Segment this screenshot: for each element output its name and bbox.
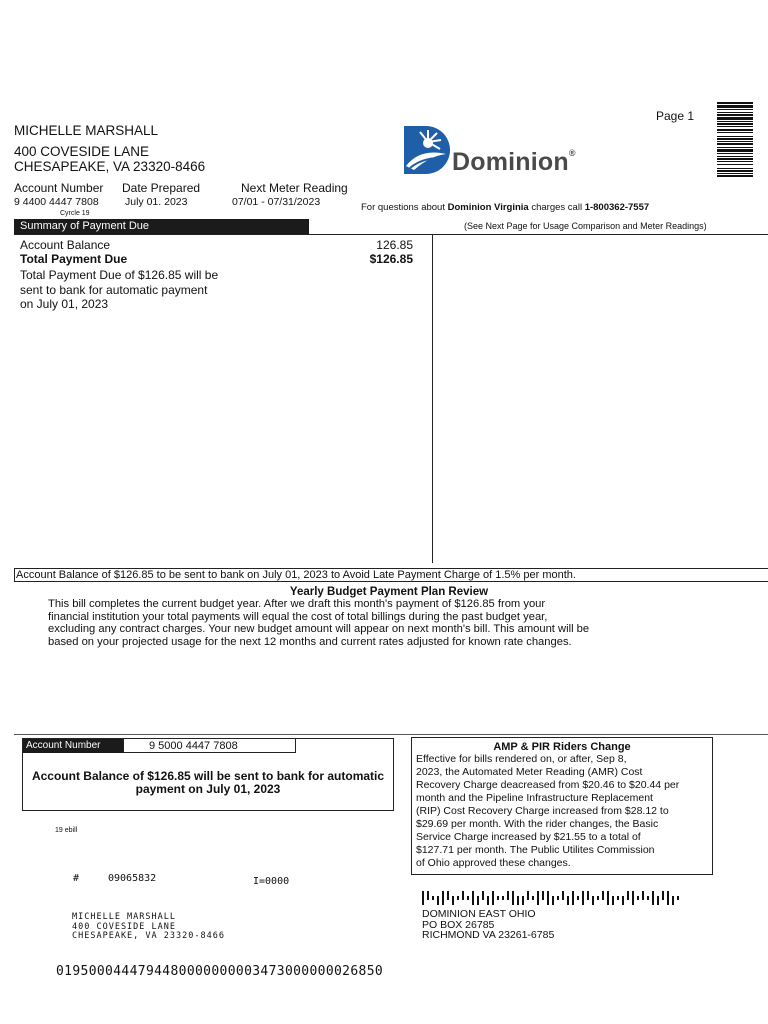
amp-title: AMP & PIR Riders Change: [493, 741, 631, 753]
summary-top-rule: [14, 234, 768, 235]
questions-company: Dominion Virginia: [447, 202, 529, 213]
next-meter-label: Next Meter Reading: [241, 181, 348, 195]
budget-body: [48, 598, 589, 648]
amp-line: month and the Pipeline Infrastructure Replacement: [416, 792, 653, 804]
ocr-scanline: 0195000444794480000000003473000000026850: [56, 964, 384, 979]
budget-line4: based on your projected usage for the next 12 months and current rates adjusted for known rate changes.: [48, 635, 572, 648]
remit-po-box: PO BOX 26785: [422, 918, 495, 931]
payment-note-line3: on July 01, 2023: [20, 297, 109, 311]
account-number-label: Account Number: [14, 181, 104, 195]
payment-note-line1: Total Payment Due of $126.85 will be: [20, 268, 219, 282]
dominion-wordmark: [452, 148, 576, 177]
summary-header: Summary of Payment Due: [14, 219, 309, 234]
stub-account-box: [22, 738, 394, 811]
customer-address-block: [14, 123, 205, 174]
date-prepared-value: July 01. 2023: [125, 196, 188, 208]
amp-line: $29.69 per month. With the rider changes, the Basic: [416, 818, 659, 830]
budget-line3: excluding any contract charges. Your new budget amount will appear on next month's bill. This amount will be: [48, 623, 590, 635]
remit-name: DOMINION EAST OHIO: [422, 908, 536, 920]
account-number-value: 9 4400 4447 7808: [14, 196, 99, 208]
ebill-code: 19 ebill: [55, 827, 78, 834]
panel-divider: [432, 234, 433, 563]
questions-line: [361, 202, 649, 213]
stub-account-label: Account Number: [23, 739, 123, 753]
stub-separator: [14, 734, 768, 735]
amp-line: Service Charge increased by $21.55 to a total of: [416, 831, 641, 843]
page-number: Page 1: [656, 109, 695, 123]
amp-pir-notice-box: [411, 737, 713, 875]
remit-city: RICHMOND VA 23261-6785: [422, 929, 555, 941]
payment-note: [20, 268, 218, 312]
amp-body: [412, 753, 712, 870]
amp-line: Effective for bills rendered on, or after, Sep 8,: [416, 753, 627, 765]
stub-auto-payment-note: [23, 770, 393, 796]
budget-line2: financial institution your total payments will equal the cost of total billings during the past budget year,: [48, 610, 548, 623]
customer-address-line1: 400 COVESIDE LANE: [14, 144, 150, 159]
account-balance-label: Account Balance: [20, 238, 111, 252]
amp-line: (RIP) Cost Recovery Charge increased from $28.12 to: [416, 805, 669, 817]
budget-title: Yearly Budget Payment Plan Review: [289, 586, 489, 598]
mailing-address-line2: CHESAPEAKE, VA 23320-8466: [72, 931, 225, 941]
amp-line: $127.71 per month. The Public Utilites Commission: [416, 844, 655, 856]
total-payment-label: Total Payment Due: [20, 252, 128, 266]
mailing-address: [72, 913, 225, 942]
brand-name: Dominion: [452, 148, 569, 176]
hash-symbol: #: [73, 873, 80, 884]
mailing-address-line1: 400 COVESIDE LANE: [72, 921, 176, 932]
next-meter-value: 07/01 - 07/31/2023: [232, 196, 321, 208]
amp-line: Recovery Charge deacreased from $20.46 to $20.44 per: [416, 779, 680, 791]
budget-line1: This bill completes the current budget year. After we draft this month's payment of $126.85 from your: [48, 598, 546, 610]
reference-number: 09065832: [108, 873, 157, 884]
questions-middle: charges call: [528, 202, 585, 213]
total-payment-value: $126.85: [369, 252, 413, 266]
stub-account-number: 9 5000 4447 7808: [123, 739, 296, 753]
amp-line: of Ohio approved these changes.: [416, 857, 571, 869]
questions-phone: 1-800362-7557: [584, 202, 650, 213]
i-code: I=0000: [253, 876, 290, 887]
usage-note: (See Next Page for Usage Comparison and Meter Readings): [464, 221, 707, 231]
date-prepared-label: Date Prepared: [122, 181, 201, 195]
dominion-logo-icon: [400, 122, 456, 178]
account-balance-value: 126.85: [376, 238, 413, 252]
amp-line: 2023, the Automated Meter Reading (AMR) Cost: [416, 766, 643, 778]
cycle-label: Cyrcle 19: [60, 210, 90, 217]
mailing-name: MICHELLE MARSHALL: [72, 912, 176, 922]
stub-auto-line2: payment on July 01, 2023: [135, 782, 281, 796]
vertical-barcode: [717, 102, 753, 178]
questions-prefix: For questions about: [361, 202, 448, 213]
late-payment-notice: Account Balance of $126.85 to be sent to bank on July 01, 2023 to Avoid Late Payment Charge of 1.5% per month.: [14, 568, 768, 582]
postal-barcode: [422, 891, 684, 905]
customer-name: MICHELLE MARSHALL: [14, 123, 159, 138]
registered-mark: ®: [568, 148, 576, 158]
remit-address: [422, 909, 554, 941]
customer-address-line2: CHESAPEAKE, VA 23320-8466: [14, 159, 206, 174]
stub-auto-line1: Account Balance of $126.85 will be sent to bank for automatic: [31, 769, 385, 783]
payment-note-line2: sent to bank for automatic payment: [20, 282, 208, 297]
